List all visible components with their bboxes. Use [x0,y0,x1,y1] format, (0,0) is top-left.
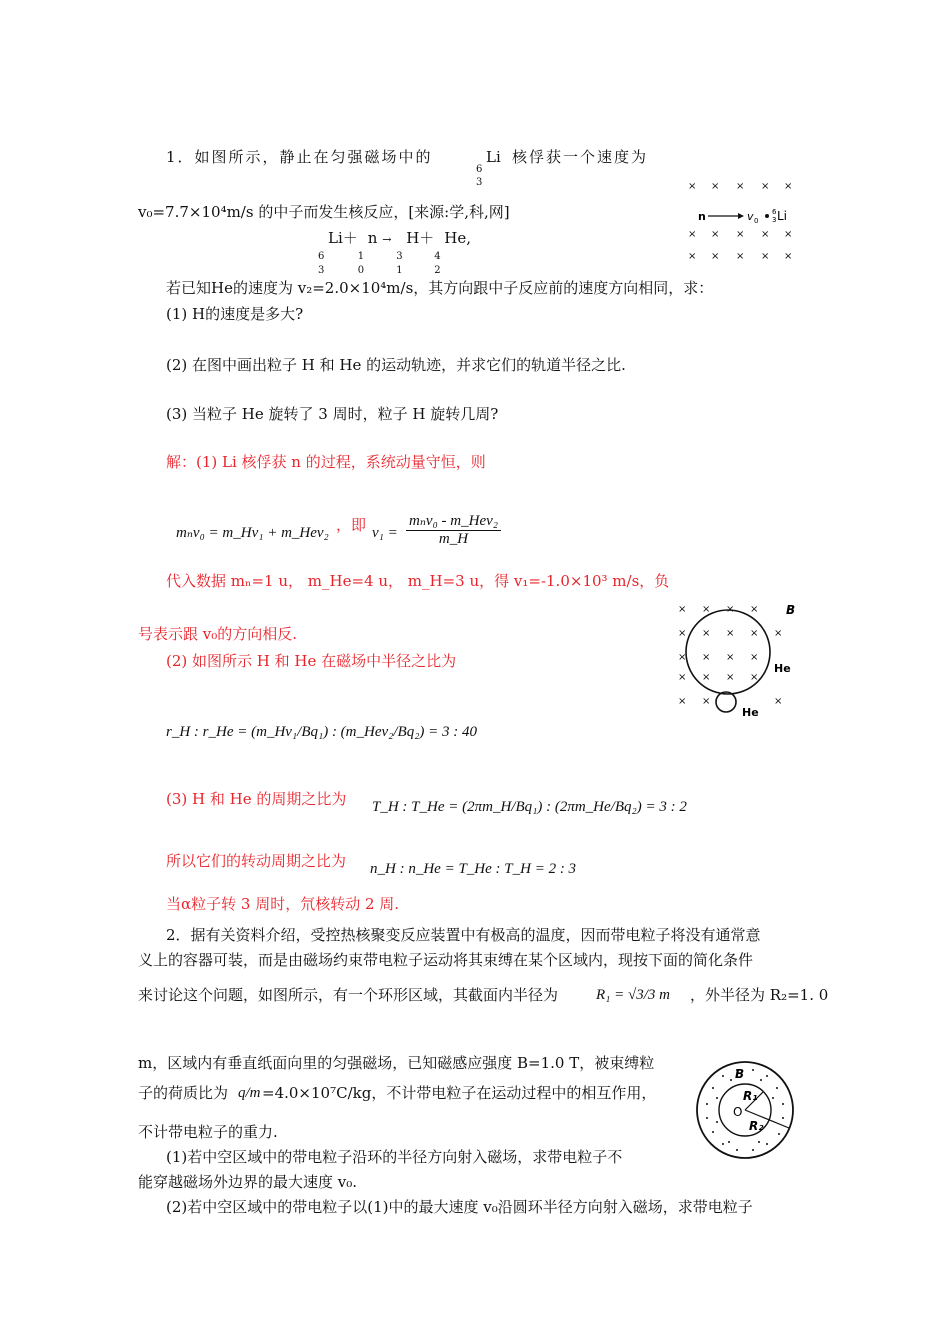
fig3-R1: R₁ [743,1089,758,1103]
li-mass: 6 [476,164,483,175]
p2-line2: 义上的容器可装，而是由磁场约束带电粒子运动将其束缚在某个区域内，现按下面的简化条件 [138,951,754,969]
v1-fraction [406,511,501,548]
fig2-he-label-2: He [742,706,759,719]
p1-intro-b: 核俘获一个速度为 [512,148,649,166]
p2-charge-mass: q/m [238,1085,261,1101]
p1-intro [166,148,433,166]
field-crosses-2 [678,604,782,707]
eq-li-z: 3 [318,265,325,276]
fig3-B: B [735,1067,745,1081]
solution-5: 当α粒子转 3 周时，氘核转动 2 周. [166,895,400,913]
fig3-O: O [733,1105,743,1119]
solution-1: 解：(1) Li 核俘获 n 的过程，系统动量守恒，则 [166,453,486,471]
v1-denominator: m_H [438,531,469,547]
svg-text:×: × [774,628,783,639]
p2-line6: 不计带电粒子的重力. [138,1123,278,1141]
p1-q2: (2) 在图中画出粒子 H 和 He 的运动轨迹，并求它们的轨道半径之比. [166,356,626,374]
svg-text:×: × [702,652,711,663]
figure-3-annular-field [693,1058,797,1162]
eq-h-z: 1 [396,265,403,276]
svg-text:×: × [784,229,793,240]
arrow-head-icon [738,213,744,219]
svg-text:×: × [761,229,770,240]
p2-line9: (2)若中空区域中的带电粒子以(1)中的最大速度 v₀沿圆环半径方向射入磁场，求带电粒子 [166,1198,753,1216]
fig1-li: Li [777,209,788,223]
fig1-li-sub: 3 [772,216,777,224]
h-orbit [716,692,736,712]
svg-text:×: × [750,604,759,615]
fig1-li-sup: 6 [772,208,777,216]
p1-intro-a: 1．如图所示，静止在匀强磁场中的 [166,148,433,166]
svg-text:×: × [761,181,770,192]
svg-text:×: × [784,251,793,262]
fig3-R2: R₂ [749,1119,764,1133]
svg-text:×: × [726,628,735,639]
substitution-tail: 号表示跟 v₀的方向相反. [138,625,298,643]
solution-2: (2) 如图所示 H 和 He 在磁场中半径之比为 [166,652,457,670]
p1-q1: (1) H的速度是多大? [166,305,304,323]
svg-text:×: × [678,604,687,615]
eq-he-a: 4 [434,251,441,262]
figure-1-magnetic-field [680,178,810,268]
p2-line3b: ，外半径为 R₂=1. 0 [690,986,829,1004]
li-charge: 3 [476,177,483,188]
svg-text:×: × [678,672,687,683]
fig2-B: B [786,603,796,617]
svg-text:×: × [784,181,793,192]
li-symbol: Li [486,148,501,166]
svg-text:×: × [702,604,711,615]
li-nucleus-dot [765,214,769,218]
svg-text:×: × [711,251,720,262]
eq-n-z: 0 [357,265,365,276]
svg-text:×: × [750,652,759,663]
svg-text:×: × [711,181,720,192]
fig2-he-label: He [774,662,791,675]
svg-text:×: × [678,652,687,663]
turns-ratio: n_H : n_He = T_He : T_H = 2 : 3 [370,861,577,877]
p2-line1: 2．据有关资料介绍，受控热核聚变反应装置中有极高的温度，因而带电粒子将没有通常意 [166,926,761,944]
p2-line4: m，区域内有垂直纸面向里的匀强磁场，已知磁感应强度 B=1.0 T，被束缚粒 [138,1054,655,1072]
svg-text:×: × [711,229,720,240]
fig1-v0: v [747,210,754,223]
p2-line5a: 子的荷质比为 [138,1084,229,1102]
p2-r1-value: R₁ = √3/3 m [596,987,670,1003]
svg-text:×: × [750,672,759,683]
svg-text:×: × [750,628,759,639]
p1-line2: v₀=7.7×10⁴m/s 的中子而发生核反应，[来源:学,科,网] [138,203,510,221]
momentum-equation: mₙv₀ = m_Hv₁ + m_Hev₂ [176,525,329,541]
fig1-v0-sub: 0 [754,217,759,225]
momentum-connector: ，即 [336,516,367,534]
svg-text:×: × [761,251,770,262]
figure-2-trajectories [674,600,804,720]
svg-text:×: × [702,672,711,683]
eq-he-z: 2 [434,265,441,276]
svg-text:×: × [726,604,735,615]
p1-q3: (3) 当粒子 He 旋转了 3 周时，粒子 H 旋转几周? [166,405,499,423]
solution-4: 所以它们的转动周期之比为 [166,852,347,870]
fig1-neutron: n [698,210,706,223]
p2-line5b: =4.0×10⁷C/kg，不计带电粒子在运动过程中的相互作用， [262,1084,657,1102]
p2-line3a: 来讨论这个问题，如图所示，有一个环形区域，其截面内半径为 [138,986,559,1004]
svg-text:×: × [702,628,711,639]
v1-numerator: mₙv₀ - m_Hev₂ [406,511,501,531]
reaction-equation: 6 3 Li＋ 1 0 n → 3 1 H＋ 4 2 He, [318,229,472,276]
svg-text:×: × [726,672,735,683]
solution-3: (3) H 和 He 的周期之比为 [166,790,347,808]
substitution: 代入数据 mₙ=1 u， m_He=4 u， m_H=3 u，得 v₁=-1.0×10³ m/s，负 [166,572,670,590]
svg-text:×: × [678,696,687,707]
svg-text:×: × [736,181,745,192]
p1-given: 若已知He的速度为 v₂=2.0×10⁴m/s，其方向跟中子反应前的速度方向相同，求： [166,279,714,297]
svg-text:×: × [688,251,697,262]
radius-ratio: r_H : r_He = (m_Hv₁/Bq₁) : (m_Hev₂/Bq₂) = 3 : 40 [166,724,478,740]
svg-text:×: × [774,696,783,707]
eq-h-a: 3 [396,251,403,262]
eq-li-a: 6 [318,251,325,262]
svg-text:×: × [736,229,745,240]
svg-text:×: × [726,652,735,663]
svg-text:×: × [702,696,711,707]
svg-text:×: × [736,251,745,262]
p2-line8: 能穿越磁场外边界的最大速度 v₀. [138,1173,358,1191]
v1-lhs: v₁ = [372,525,398,541]
period-ratio: T_H : T_He = (2πm_H/Bq₁) : (2πm_He/Bq₂) = 3 : 2 [372,799,687,815]
svg-text:×: × [688,229,697,240]
eq-n-a: 1 [357,251,365,262]
p2-line7: (1)若中空区域中的带电粒子沿环的半径方向射入磁场，求带电粒子不 [166,1148,623,1166]
svg-text:×: × [688,181,697,192]
svg-text:×: × [678,628,687,639]
